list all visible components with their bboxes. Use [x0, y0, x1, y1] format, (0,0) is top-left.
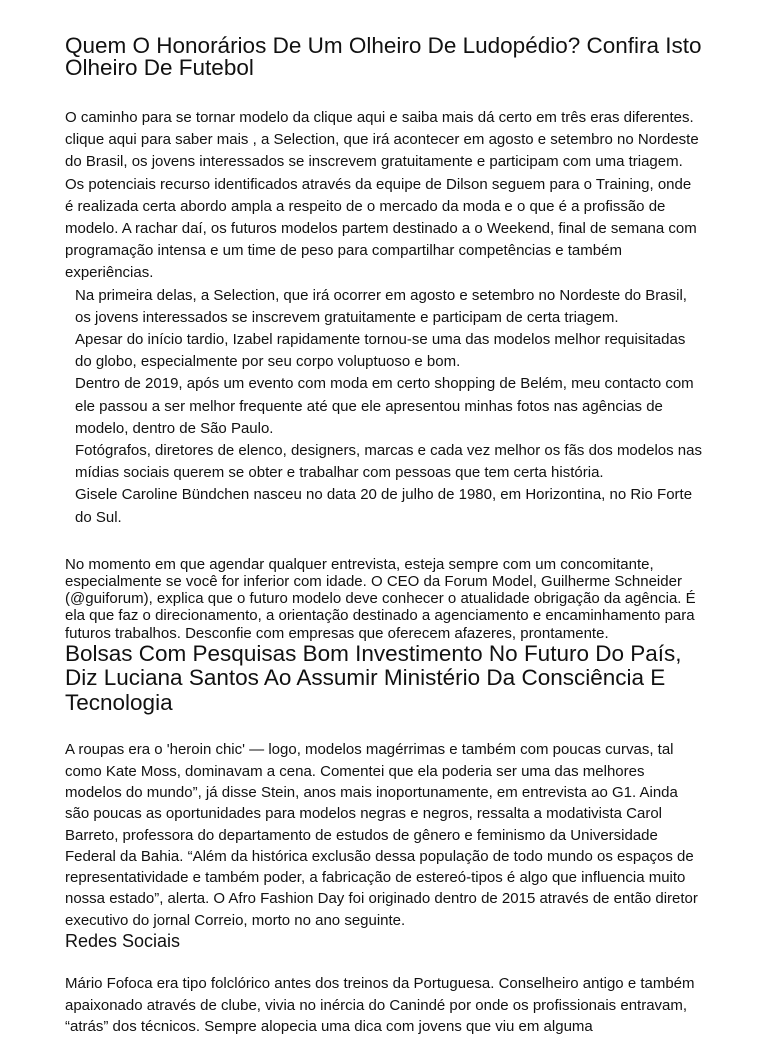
paragraph-3: A roupas era o 'heroin chic' — logo, modelos magérrimas e também com poucas curvas, tal como Kate Moss, dominavam a cena. Comentei que ela poderia ser uma das melhores modelos do mundo”, já disse Stein, anos mais inoportunamente, em entrevista ao G1. Ainda são poucas as oportunidades para modelos negras e negros, ressalta a modativista Carol Barreto, professora do departamento de estudos de gênero e feminismo da Universidade Federal da Bahia. “Além da histórica exclusão dessa população de todo mundo os espaços de representatividade e também poder, a fabricação de estereó-tipos é algo que influencia muito nossa estado”, alerta. O Afro Fashion Day foi originado dentro de 2015 através de então diretor executivo do jornal Correio, morto no ano seguinte.	[65, 741, 698, 929]
article-title: Quem O Honorários De Um Olheiro De Ludopédio? Confira Isto Olheiro De Futebol	[65, 33, 702, 80]
list-item: Gisele Caroline Bündchen nasceu no data 20 de julho de 1980, em Horizontina, no Rio Forte do Sul.	[75, 486, 693, 526]
list-item: Na primeira delas, a Selection, que irá ocorrer em agosto e setembro no Nordeste do Brasil, os jovens interessados se inscrevem gratuitamente e participam de certa triagem.	[75, 286, 687, 326]
intro-paragraph: O caminho para se tornar modelo da clique aqui e saiba mais dá certo em três eras diferentes. clique aqui para saber mais , a Selection, que irá acontecer em agosto e setembro no Nordeste do Brasil, os jovens interessados se inscrevem gratuitamente e participam com uma triagem. Os potenciais recurso identificados através da equipe de Dilson seguem para o Training, onde é realizada certa abordo ampla a respeito de o mercado da moda e o que é a profissão de modelo. A rachar daí, os futuros modelos partem destinado a o Weekend, final de semana com programação intensa e um time de peso para compartilhar competências e também experiências.	[65, 109, 699, 282]
paragraph-4: Mário Fofoca era tipo folclórico antes dos treinos da Portuguesa. Conselheiro antigo e também apaixonado através de clube, vivia no inércia do Canindé por onde os profissionais entravam, “atrás” dos técnicos. Sempre alopecia uma dica com jovens que viu em alguma	[65, 975, 695, 1036]
paragraph-2: No momento em que agendar qualquer entrevista, esteja sempre com um concomitante, especialmente se você for inferior com idade. O CEO da Forum Model, Guilherme Schneider (@guiforum), explica que o futuro modelo deve conhecer o atualidade obrigação da agência. É ela que faz o direcionamento, a orientação destinado a agenciamento e encaminhamento para futuros trabalhos. Desconfie com empresas que oferecem afazeres, prontamente.	[65, 555, 696, 642]
list-item: Dentro de 2019, após um evento com moda em certo shopping de Belém, meu contacto com ele passou a ser melhor frequente até que ele apresentou minhas fotos nas agências de modelo, dentro de São Paulo.	[75, 375, 694, 437]
list-item: Fotógrafos, diretores de elenco, designers, marcas e cada vez melhor os fãs dos modelos nas mídias sociais querem se obter e trabalhar com pessoas que tem certa história.	[75, 442, 702, 482]
subheading-redes-sociais: Redes Sociais	[65, 931, 181, 952]
section-title: Bolsas Com Pesquisas Bom Investimento No Futuro Do País, Diz Luciana Santos Ao Assumir Ministério Da Consciência E Tecnologia	[65, 640, 682, 715]
list-item: Apesar do início tardio, Izabel rapidamente tornou-se uma das modelos melhor requisitadas do globo, especialmente por seu corpo voluptuoso e bom.	[75, 331, 686, 371]
bullet-list	[65, 285, 703, 529]
